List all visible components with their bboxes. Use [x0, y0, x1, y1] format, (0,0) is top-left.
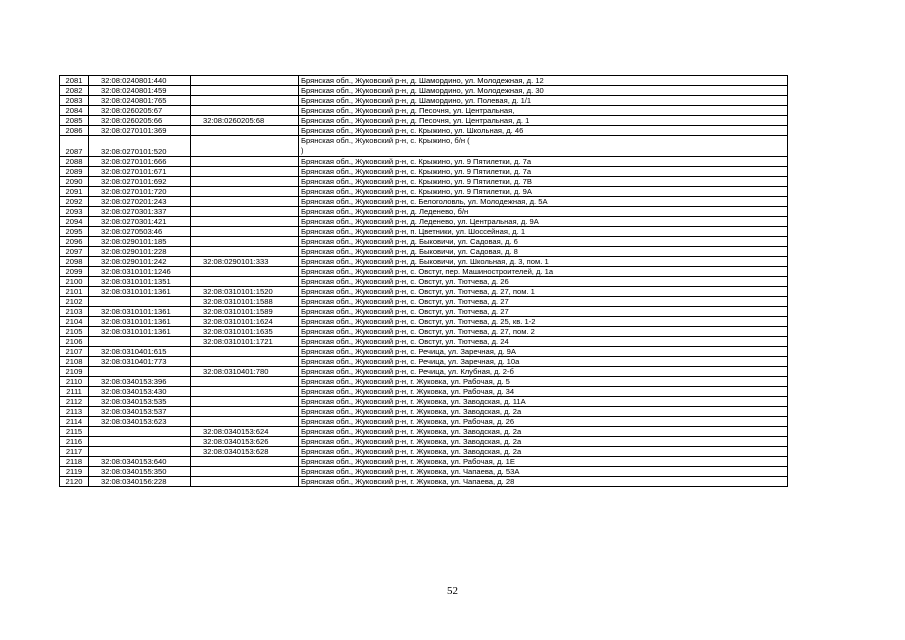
address-cell [299, 417, 788, 427]
address-line: Брянская обл., Жуковский р-н, д. Шамордино, ул. Молодежная, д. 12 [301, 76, 544, 85]
linked-cadastral-number-cell: 32:08:0310401:780 [191, 367, 299, 377]
cadastral-number-cell: 32:08:0290101:228 [89, 247, 191, 257]
address-cell [299, 116, 788, 126]
table-row [60, 187, 788, 197]
table-row [60, 86, 788, 96]
cadastral-number-cell: 32:08:0340153:396 [89, 377, 191, 387]
address-line: Брянская обл., Жуковский р-н, п. Цветники, ул. Шоссейная, д. 1 [301, 227, 526, 236]
address-cell [299, 237, 788, 247]
row-number-cell: 2083 [60, 96, 89, 106]
linked-cadastral-number-cell: 32:08:0290101:333 [191, 257, 299, 267]
table-row [60, 477, 788, 487]
linked-cadastral-number-cell [191, 167, 299, 177]
address-line: Брянская обл., Жуковский р-н, д. Песочня, ул. Центральная, д. 1 [301, 116, 530, 125]
linked-cadastral-number-cell [191, 227, 299, 237]
row-number-cell: 2115 [60, 427, 89, 437]
linked-cadastral-number-cell [191, 157, 299, 167]
row-number-cell: 2086 [60, 126, 89, 136]
row-number-cell: 2107 [60, 347, 89, 357]
linked-cadastral-number-cell [191, 136, 299, 157]
linked-cadastral-number-cell [191, 377, 299, 387]
linked-cadastral-number-cell [191, 477, 299, 487]
address-cell [299, 457, 788, 467]
cadastral-number-cell: 32:08:0340153:623 [89, 417, 191, 427]
address-cell [299, 377, 788, 387]
cadastral-number-cell: 32:08:0310401:773 [89, 357, 191, 367]
cadastral-number-cell [89, 337, 191, 347]
table-row [60, 467, 788, 477]
table-row [60, 427, 788, 437]
cadastral-number-cell: 32:08:0270101:671 [89, 167, 191, 177]
address-cell [299, 217, 788, 227]
address-line: Брянская обл., Жуковский р-н, г. Жуковка, ул. Заводская, д. 2а [301, 407, 522, 416]
row-number-cell: 2120 [60, 477, 89, 487]
cadastral-number-cell: 32:08:0340153:535 [89, 397, 191, 407]
cadastral-number-cell: 32:08:0340153:640 [89, 457, 191, 467]
linked-cadastral-number-cell [191, 457, 299, 467]
row-number-cell: 2106 [60, 337, 89, 347]
address-line: Брянская обл., Жуковский р-н, д. Шамордино, ул. Полевая, д. 1/1 [301, 96, 532, 105]
address-line: Брянская обл., Жуковский р-н, с. Овстуг, ул. Тютчева, д. 27, пом. 1 [301, 287, 535, 296]
address-line: Брянская обл., Жуковский р-н, с. Крыжино, ул. Школьная, д. 46 [301, 126, 524, 135]
cadastral-number-cell: 32:08:0240801:459 [89, 86, 191, 96]
table-row [60, 317, 788, 327]
table-row [60, 307, 788, 317]
address-cell [299, 167, 788, 177]
cadastral-number-cell [89, 367, 191, 377]
cadastral-number-cell: 32:08:0240801:765 [89, 96, 191, 106]
linked-cadastral-number-cell [191, 357, 299, 367]
table-row [60, 327, 788, 337]
table-row [60, 217, 788, 227]
row-number-cell: 2108 [60, 357, 89, 367]
linked-cadastral-number-cell [191, 407, 299, 417]
linked-cadastral-number-cell: 32:08:0310101:1520 [191, 287, 299, 297]
address-line: Брянская обл., Жуковский р-н, г. Жуковка, ул. Чапаева, д. 28 [301, 477, 515, 486]
cadastral-number-cell: 32:08:0310101:1361 [89, 327, 191, 337]
address-cell [299, 387, 788, 397]
row-number-cell: 2096 [60, 237, 89, 247]
row-number-cell: 2091 [60, 187, 89, 197]
address-cell [299, 357, 788, 367]
row-number-cell: 2098 [60, 257, 89, 267]
table-row [60, 457, 788, 467]
address-cell [299, 136, 788, 157]
row-number-cell: 2103 [60, 307, 89, 317]
address-line: Брянская обл., Жуковский р-н, с. Крыжино, ул. 9 Пятилетки, д. 7а [301, 167, 532, 176]
address-cell [299, 287, 788, 297]
row-number-cell: 2084 [60, 106, 89, 116]
address-cell [299, 367, 788, 377]
table-row [60, 417, 788, 427]
table-row [60, 377, 788, 387]
linked-cadastral-number-cell [191, 277, 299, 287]
row-number-cell: 2109 [60, 367, 89, 377]
cadastral-number-cell [89, 297, 191, 307]
cadastral-number-cell: 32:08:0270301:421 [89, 217, 191, 227]
address-line: Брянская обл., Жуковский р-н, с. Крыжино, ул. 9 Пятилетки, д. 7а [301, 157, 532, 166]
table-row [60, 207, 788, 217]
address-cell [299, 317, 788, 327]
row-number-cell: 2092 [60, 197, 89, 207]
address-cell [299, 106, 788, 116]
table-row [60, 106, 788, 116]
row-number-cell: 2113 [60, 407, 89, 417]
row-number-cell: 2081 [60, 76, 89, 86]
table-row [60, 257, 788, 267]
address-cell [299, 227, 788, 237]
table-row [60, 267, 788, 277]
address-cell [299, 297, 788, 307]
linked-cadastral-number-cell: 32:08:0310101:1721 [191, 337, 299, 347]
address-line: Брянская обл., Жуковский р-н, с. Крыжино, ул. 9 Пятилетки, д. 9А [301, 187, 532, 196]
cadastral-number-cell: 32:08:0340153:430 [89, 387, 191, 397]
address-line: Брянская обл., Жуковский р-н, с. Овстуг, ул. Тютчева, д. 24 [301, 337, 509, 346]
cadastral-number-cell: 32:08:0270101:520 [89, 136, 191, 157]
cadastral-number-cell: 32:08:0270101:666 [89, 157, 191, 167]
linked-cadastral-number-cell: 32:08:0260205:68 [191, 116, 299, 126]
table-row [60, 337, 788, 347]
address-line: Брянская обл., Жуковский р-н, г. Жуковка, ул. Рабочая, д. 34 [301, 387, 515, 396]
address-line: Брянская обл., Жуковский р-н, г. Жуковка, ул. Чапаева, д. 53А [301, 467, 520, 476]
address-cell [299, 307, 788, 317]
address-line: Брянская обл., Жуковский р-н, д. Быковичи, ул. Садовая, д. 6 [301, 237, 518, 246]
cadastral-number-cell: 32:08:0310401:615 [89, 347, 191, 357]
cadastral-number-cell: 32:08:0290101:242 [89, 257, 191, 267]
cadastral-number-cell: 32:08:0340156:228 [89, 477, 191, 487]
address-cell [299, 126, 788, 136]
row-number-cell: 2119 [60, 467, 89, 477]
linked-cadastral-number-cell: 32:08:0340153:626 [191, 437, 299, 447]
address-cell [299, 247, 788, 257]
linked-cadastral-number-cell [191, 207, 299, 217]
row-number-cell: 2097 [60, 247, 89, 257]
row-number-cell: 2104 [60, 317, 89, 327]
address-line: Брянская обл., Жуковский р-н, с. Речица, ул. Заречная, д. 9А [301, 347, 516, 356]
cadastral-number-cell [89, 437, 191, 447]
table-row [60, 397, 788, 407]
address-cell [299, 267, 788, 277]
cadastral-number-cell: 32:08:0270101:692 [89, 177, 191, 187]
row-number-cell: 2094 [60, 217, 89, 227]
table-row [60, 136, 788, 157]
row-number-cell: 2105 [60, 327, 89, 337]
linked-cadastral-number-cell: 32:08:0340153:628 [191, 447, 299, 457]
address-cell [299, 477, 788, 487]
cadastral-number-cell: 32:08:0270201:243 [89, 197, 191, 207]
row-number-cell: 2117 [60, 447, 89, 457]
row-number-cell: 2093 [60, 207, 89, 217]
address-line: Брянская обл., Жуковский р-н, с. Овстуг, ул. Тютчева, д. 26 [301, 277, 509, 286]
table-row [60, 76, 788, 86]
row-number-cell: 2100 [60, 277, 89, 287]
table-row [60, 447, 788, 457]
row-number-cell: 2087 [60, 136, 89, 157]
row-number-cell: 2118 [60, 457, 89, 467]
address-cell [299, 157, 788, 167]
cadastral-number-cell: 32:08:0310101:1361 [89, 307, 191, 317]
address-cell [299, 257, 788, 267]
address-line: Брянская обл., Жуковский р-н, с. Крыжино, ул. 9 Пятилетки, д. 7В [301, 177, 532, 186]
linked-cadastral-number-cell [191, 217, 299, 227]
address-cell [299, 347, 788, 357]
table-row [60, 277, 788, 287]
table-row [60, 407, 788, 417]
address-line: Брянская обл., Жуковский р-н, д. Шамордино, ул. Молодежная, д. 30 [301, 86, 544, 95]
address-cell [299, 437, 788, 447]
linked-cadastral-number-cell: 32:08:0310101:1635 [191, 327, 299, 337]
address-cell [299, 207, 788, 217]
table-row [60, 116, 788, 126]
address-cell [299, 177, 788, 187]
linked-cadastral-number-cell [191, 267, 299, 277]
linked-cadastral-number-cell [191, 96, 299, 106]
row-number-cell: 2095 [60, 227, 89, 237]
address-line: ) [301, 146, 304, 155]
table-row [60, 227, 788, 237]
address-cell [299, 337, 788, 347]
table-row [60, 126, 788, 136]
table-row [60, 387, 788, 397]
linked-cadastral-number-cell [191, 467, 299, 477]
cadastral-number-cell: 32:08:0310101:1361 [89, 287, 191, 297]
table-row [60, 167, 788, 177]
row-number-cell: 2114 [60, 417, 89, 427]
cadastral-number-cell: 32:08:0310101:1246 [89, 267, 191, 277]
cadastral-number-cell: 32:08:0310101:1351 [89, 277, 191, 287]
linked-cadastral-number-cell [191, 237, 299, 247]
cadastral-number-cell: 32:08:0270101:369 [89, 126, 191, 136]
cadastral-number-cell: 32:08:0270301:337 [89, 207, 191, 217]
address-cell [299, 427, 788, 437]
address-line: Брянская обл., Жуковский р-н, д. Песочня, ул. Центральная, [301, 106, 515, 115]
row-number-cell: 2082 [60, 86, 89, 96]
table-row [60, 437, 788, 447]
row-number-cell: 2099 [60, 267, 89, 277]
address-line: Брянская обл., Жуковский р-н, с. Овстуг, ул. Тютчева, д. 25, кв. 1-2 [301, 317, 536, 326]
row-number-cell: 2116 [60, 437, 89, 447]
row-number-cell: 2102 [60, 297, 89, 307]
table-row [60, 347, 788, 357]
address-line: Брянская обл., Жуковский р-н, г. Жуковка, ул. Рабочая, д. 5 [301, 377, 510, 386]
address-cell [299, 96, 788, 106]
row-number-cell: 2111 [60, 387, 89, 397]
cadastral-number-cell: 32:08:0340153:537 [89, 407, 191, 417]
row-number-cell: 2112 [60, 397, 89, 407]
linked-cadastral-number-cell [191, 126, 299, 136]
linked-cadastral-number-cell [191, 76, 299, 86]
cadastral-number-cell: 32:08:0240801:440 [89, 76, 191, 86]
address-cell [299, 397, 788, 407]
linked-cadastral-number-cell [191, 86, 299, 96]
address-cell [299, 86, 788, 96]
table-row [60, 247, 788, 257]
row-number-cell: 2089 [60, 167, 89, 177]
table-row [60, 237, 788, 247]
address-line: Брянская обл., Жуковский р-н, г. Жуковка, ул. Рабочая, д. 1Е [301, 457, 515, 466]
table-row [60, 367, 788, 377]
address-line: Брянская обл., Жуковский р-н, г. Жуковка, ул. Рабочая, д. 26 [301, 417, 515, 426]
row-number-cell: 2088 [60, 157, 89, 167]
table-row [60, 357, 788, 367]
table-row [60, 157, 788, 167]
linked-cadastral-number-cell [191, 397, 299, 407]
address-line: Брянская обл., Жуковский р-н, с. Речица, ул. Заречная, д. 10а [301, 357, 520, 366]
cadastral-number-cell [89, 427, 191, 437]
address-line: Брянская обл., Жуковский р-н, г. Жуковка, ул. Заводская, д. 2а [301, 447, 522, 456]
table-row [60, 197, 788, 207]
address-cell [299, 76, 788, 86]
linked-cadastral-number-cell [191, 347, 299, 357]
cadastral-number-cell: 32:08:0290101:185 [89, 237, 191, 247]
address-cell [299, 327, 788, 337]
linked-cadastral-number-cell [191, 177, 299, 187]
row-number-cell: 2110 [60, 377, 89, 387]
address-line: Брянская обл., Жуковский р-н, г. Жуковка, ул. Заводская, д. 11А [301, 397, 526, 406]
linked-cadastral-number-cell: 32:08:0310101:1588 [191, 297, 299, 307]
address-line: Брянская обл., Жуковский р-н, д. Быковичи, ул. Садовая, д. 8 [301, 247, 518, 256]
address-line: Брянская обл., Жуковский р-н, д. Леденево, б/н [301, 207, 469, 216]
table-body [60, 76, 788, 487]
linked-cadastral-number-cell: 32:08:0310101:1589 [191, 307, 299, 317]
table-row [60, 297, 788, 307]
linked-cadastral-number-cell [191, 247, 299, 257]
table-row [60, 177, 788, 187]
address-line: Брянская обл., Жуковский р-н, д. Быковичи, ул. Школьная, д. 3, пом. 1 [301, 257, 549, 266]
address-line: Брянская обл., Жуковский р-н, с. Крыжино, б/н ( [301, 136, 470, 145]
page-number: 52 [447, 585, 458, 597]
cadastral-number-cell: 32:08:0270101:720 [89, 187, 191, 197]
row-number-cell: 2090 [60, 177, 89, 187]
linked-cadastral-number-cell [191, 106, 299, 116]
row-number-cell: 2101 [60, 287, 89, 297]
address-line: Брянская обл., Жуковский р-н, с. Овстуг, ул. Тютчева, д. 27 [301, 307, 509, 316]
cadastral-number-cell: 32:08:0340155:350 [89, 467, 191, 477]
address-cell [299, 197, 788, 207]
address-line: Брянская обл., Жуковский р-н, с. Белоголовль, ул. Молодежная, д. 5А [301, 197, 548, 206]
linked-cadastral-number-cell: 32:08:0340153:624 [191, 427, 299, 437]
address-line: Брянская обл., Жуковский р-н, г. Жуковка, ул. Заводская, д. 2а [301, 437, 522, 446]
linked-cadastral-number-cell: 32:08:0310101:1624 [191, 317, 299, 327]
address-line: Брянская обл., Жуковский р-н, д. Леденево, ул. Центральная, д. 9А [301, 217, 539, 226]
address-cell [299, 447, 788, 457]
address-line: Брянская обл., Жуковский р-н, с. Овстуг, ул. Тютчева, д. 27, пом. 2 [301, 327, 535, 336]
linked-cadastral-number-cell [191, 417, 299, 427]
row-number-cell: 2085 [60, 116, 89, 126]
address-line: Брянская обл., Жуковский р-н, с. Овстуг, ул. Тютчева, д. 27 [301, 297, 509, 306]
address-line: Брянская обл., Жуковский р-н, г. Жуковка, ул. Заводская, д. 2а [301, 427, 522, 436]
address-cell [299, 407, 788, 417]
table-row [60, 96, 788, 106]
cadastral-number-cell: 32:08:0310101:1361 [89, 317, 191, 327]
table-row [60, 287, 788, 297]
linked-cadastral-number-cell [191, 187, 299, 197]
linked-cadastral-number-cell [191, 387, 299, 397]
address-line: Брянская обл., Жуковский р-н, с. Речица, ул. Клубная, д. 2-б [301, 367, 514, 376]
registry-table [59, 75, 788, 487]
cadastral-number-cell [89, 447, 191, 457]
address-cell [299, 467, 788, 477]
address-cell [299, 277, 788, 287]
address-line: Брянская обл., Жуковский р-н, с. Овстуг, пер. Машиностроителей, д. 1а [301, 267, 554, 276]
cadastral-number-cell: 32:08:0260205:66 [89, 116, 191, 126]
cadastral-number-cell: 32:08:0270503:46 [89, 227, 191, 237]
cadastral-number-cell: 32:08:0260205:67 [89, 106, 191, 116]
address-cell [299, 187, 788, 197]
linked-cadastral-number-cell [191, 197, 299, 207]
